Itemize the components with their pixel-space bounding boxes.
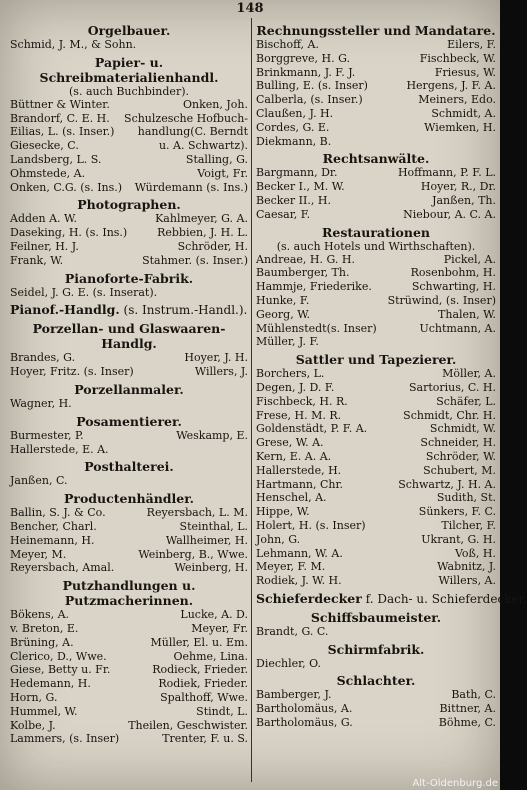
- entry-name: [492, 335, 496, 349]
- entry-name: Andreae, H. G. H.: [256, 252, 355, 266]
- entry-row: [10, 38, 248, 52]
- section-heading: Rechtsanwälte.: [322, 151, 430, 167]
- entry-row: [256, 266, 496, 280]
- entry-name: Steinthal, L.: [179, 519, 248, 533]
- entry-row: [10, 139, 248, 153]
- entry-name: [244, 443, 248, 457]
- entry-name: Hoyer, R., Dr.: [420, 180, 496, 194]
- entry-row: [10, 240, 248, 254]
- section-heading: Orgelbauer.: [87, 23, 171, 38]
- entry-row: [10, 548, 248, 562]
- entry-name: Hallerstede, E. A.: [10, 442, 109, 456]
- entry-name: Oehme, Lina.: [173, 649, 248, 663]
- entry-name: Schmidt, A.: [431, 106, 496, 120]
- entry-row: [10, 534, 248, 548]
- entry-name: Janßen, C.: [10, 474, 68, 488]
- entry-name: Hoyer, J. H.: [184, 351, 248, 365]
- entry-name: Onken, C.G. (s. Ins.): [10, 180, 123, 194]
- section-heading: Schlachter.: [336, 673, 416, 689]
- entry-name: Heinemann, H.: [10, 533, 95, 547]
- entry-name: Rodieck, Frieder.: [152, 663, 248, 677]
- entry-row: [10, 181, 248, 195]
- section-heading: Productenhändler.: [63, 491, 195, 507]
- entry-name: Eilias, L. (s. Inser.): [10, 125, 115, 139]
- entry-name: Hoffmann, P. F. L.: [397, 166, 496, 180]
- entry-name: Holert, H. (s. Inser): [256, 518, 366, 532]
- entry-name: Schneider, H.: [420, 436, 496, 450]
- entry-row: [10, 226, 248, 240]
- section-heading: Pianoforte-Fabrik.: [64, 270, 194, 286]
- entry-name: Lucke, A. D.: [180, 608, 248, 622]
- entry-row: [256, 702, 496, 716]
- entry-row: [10, 254, 248, 268]
- entry-name: Giese, Betty u. Fr.: [10, 663, 111, 677]
- entry-name: Trenter, F. u. S.: [162, 732, 248, 746]
- entry-row: [256, 194, 496, 208]
- entry-row: [10, 622, 248, 636]
- entry-name: handlung(C. Berndt: [137, 125, 248, 139]
- entry-row: [256, 121, 496, 135]
- entry-row: [256, 574, 496, 588]
- section-note: (s. auch Buchbinder).: [69, 84, 189, 98]
- entry-name: Meiners, Edo.: [418, 93, 496, 107]
- entry-name: Thalen, W.: [438, 307, 496, 321]
- entry-name: Ohmstede, A.: [10, 166, 86, 180]
- entry-name: Theilen, Geschwister.: [128, 718, 248, 732]
- entry-name: Bartholomäus, A.: [256, 702, 353, 716]
- entry-name: Rodiek, Frieder.: [158, 677, 248, 691]
- entry-name: Degen, J. D. F.: [256, 380, 335, 394]
- entry-row: [10, 520, 248, 534]
- entry-name: Seidel, J. G. E. (s. Inserat).: [10, 285, 158, 299]
- entry-name: Ballin, S. J. & Co.: [10, 506, 106, 520]
- entry-name: Cordes, G. E.: [256, 120, 330, 134]
- entry-name: Lammers, (s. Inser): [10, 732, 120, 746]
- left-column: [10, 20, 248, 782]
- entry-name: Sartorius, C. H.: [408, 380, 496, 394]
- entry-row: [10, 397, 248, 411]
- entry-row: [256, 395, 496, 409]
- entry-row: [10, 691, 248, 705]
- entry-name: Schulzesche Hofbuch-: [124, 111, 248, 125]
- entry-name: Schröder, W.: [425, 449, 496, 463]
- entry-name: Becker I., M. W.: [256, 180, 345, 194]
- entry-name: [492, 135, 496, 149]
- section-heading: Papier- u. Schreibmaterialienhandl.: [39, 54, 219, 85]
- entry-name: Onken, Joh.: [183, 97, 248, 111]
- entry-name: John, G.: [256, 532, 301, 546]
- entry-name: Bulling, E. (s. Inser): [256, 79, 368, 93]
- entry-row: [256, 450, 496, 464]
- entry-name: Eilers, F.: [447, 38, 496, 51]
- entry-name: Bencher, Charl.: [10, 519, 97, 533]
- entry-name: v. Breton, E.: [10, 621, 79, 635]
- entry-name: Schröder, H.: [177, 239, 248, 253]
- entry-name: Uchtmann, A.: [419, 321, 496, 335]
- entry-name: Willers, A.: [438, 574, 496, 588]
- entry-row: [256, 253, 496, 267]
- section-heading: Posamentierer.: [76, 413, 182, 429]
- entry-name: Sudith, St.: [436, 491, 496, 505]
- entry-row: [256, 381, 496, 395]
- entry-row: [256, 716, 496, 730]
- entry-name: Rosenbohm, H.: [410, 266, 496, 280]
- entry-text: f. Dach- u. Schieferdecker.: [361, 591, 527, 606]
- entry-row: [256, 422, 496, 436]
- entry-name: Voigt, Fr.: [197, 166, 248, 180]
- entry-name: Hoyer, Fritz. (s. Inser): [10, 365, 134, 379]
- entry-name: Spalthoff, Wwe.: [160, 690, 248, 704]
- entry-row: [10, 705, 248, 719]
- entry-name: Niebour, A. C. A.: [403, 207, 496, 221]
- entry-name: Wallheimer, H.: [165, 533, 248, 547]
- entry-row: [256, 464, 496, 478]
- entry-name: Daseking, H. (s. Ins.): [10, 226, 128, 240]
- entry-row: [10, 365, 248, 379]
- entry-name: Kern, E. A. A.: [256, 449, 332, 463]
- entry-name: Wagner, H.: [10, 396, 72, 410]
- entry-name: Bamberger, J.: [256, 688, 332, 702]
- entry-name: Schmid, J. M., & Sohn.: [10, 38, 137, 51]
- entry-name: Rodiek, J. W. H.: [256, 574, 342, 588]
- entry-name: Rebbien, J. H. L.: [157, 226, 248, 240]
- entry-row: [10, 636, 248, 650]
- entry-name: u. A. Schwartz).: [158, 139, 248, 153]
- entry-row: [10, 351, 248, 365]
- entry-row: [10, 650, 248, 664]
- entry-row: [10, 98, 248, 112]
- entry-name: Hallerstede, H.: [256, 463, 342, 477]
- entry-row: [256, 436, 496, 450]
- entry-name: Hammje, Friederike.: [256, 280, 372, 294]
- entry-name: Strüwind, (s. Inser): [387, 293, 496, 307]
- entry-name: Lehmann, W. A.: [256, 546, 343, 560]
- entry-name: Sünkers, F. C.: [418, 505, 496, 519]
- entry-name: Hummel, W.: [10, 704, 78, 718]
- entry-name: Meyer, Fr.: [191, 621, 248, 635]
- entry-name: Pickel, A.: [443, 252, 496, 266]
- entry-row: [256, 52, 496, 66]
- entry-row: [256, 208, 496, 222]
- entry-name: Adden A. W.: [10, 212, 77, 226]
- entry-name: Bath, C.: [451, 688, 496, 702]
- entry-name: Bargmann, Dr.: [256, 166, 338, 180]
- entry-row: [256, 93, 496, 107]
- entry-name: Hunke, F.: [256, 293, 310, 307]
- entry-row: [10, 608, 248, 622]
- entry-row: [10, 677, 248, 691]
- entry-name: Frank, W.: [10, 253, 64, 267]
- entry-name: Hippe, W.: [256, 505, 310, 519]
- entry-row: [256, 107, 496, 121]
- section-heading: Schiffsbaumeister.: [310, 609, 442, 625]
- entry-name: Diekmann, B.: [256, 134, 332, 148]
- section-heading: Rechnungssteller und Mandatare.: [256, 23, 496, 38]
- entry-name: Burmester, P.: [10, 428, 84, 442]
- section-heading: Porzellanmaler.: [74, 381, 184, 397]
- entry-name: [244, 38, 248, 52]
- entry-row: [256, 294, 496, 308]
- entry-row: [256, 491, 496, 505]
- entry-name: Fischbeck, H. R.: [256, 394, 348, 408]
- entry-row: [10, 286, 248, 300]
- entry-name: Schubert, M.: [423, 463, 496, 477]
- entry-name: Diechler, O.: [256, 656, 322, 670]
- entry-row: [256, 335, 496, 349]
- entry-row: [10, 429, 248, 443]
- entry-name: Mühlenstedt(s. Inser): [256, 321, 377, 335]
- section-heading: Schirmfabrik.: [327, 641, 425, 657]
- entry-name: Giesecke, C.: [10, 139, 79, 153]
- entry-name: Stalling, G.: [185, 152, 248, 166]
- entry-row: [256, 367, 496, 381]
- section-heading: Sattler und Tapezierer.: [295, 352, 457, 368]
- entry-name: Weinberg, B., Wwe.: [138, 547, 248, 561]
- entry-row: [256, 547, 496, 561]
- entry-row: [10, 125, 248, 139]
- entry-name: Willers, J.: [194, 365, 248, 379]
- entry-name: Landsberg, L. S.: [10, 152, 102, 166]
- entry-name: Grese, W. A.: [256, 436, 324, 450]
- entry-name: Hartmann, Chr.: [256, 477, 344, 491]
- entry-row: [256, 308, 496, 322]
- entry-name: Schäfer, L.: [436, 394, 496, 408]
- entry-name: [244, 397, 248, 411]
- entry-name: Bittner, A.: [439, 702, 496, 716]
- entry-name: Reyersbach, L. M.: [146, 506, 248, 520]
- entry-row: [256, 180, 496, 194]
- section-heading: Posthalterei.: [84, 459, 174, 475]
- entry-name: Bökens, A.: [10, 608, 70, 622]
- column-divider: [251, 18, 252, 782]
- entry-row: [256, 533, 496, 547]
- entry-name: Bischoff, A.: [256, 38, 319, 51]
- entry-name: Brandt, G. C.: [256, 624, 329, 638]
- entry-name: Frese, H. M. R.: [256, 408, 342, 422]
- entry-row: [256, 519, 496, 533]
- entry-name: [492, 625, 496, 639]
- entry-name: Brandorf, C. E. H.: [10, 111, 110, 125]
- entry-row: [256, 657, 496, 671]
- entry-row: [10, 474, 248, 488]
- entry-name: Feilner, H. J.: [10, 239, 79, 253]
- page-number: 148: [236, 1, 264, 16]
- entry-row: [256, 560, 496, 574]
- entry-row: [10, 167, 248, 181]
- entry-name: Janßen, Th.: [432, 193, 496, 207]
- section-heading: Porzellan- und Glaswaaren-Handlg.: [32, 321, 226, 352]
- entry-name: Becker II., H.: [256, 193, 331, 207]
- entry-name: [244, 286, 248, 300]
- inline-entry: [10, 302, 248, 318]
- entry-row: [256, 688, 496, 702]
- entry-row: [256, 505, 496, 519]
- entry-row: [10, 153, 248, 167]
- entry-name: Böhme, C.: [438, 716, 496, 730]
- section-heading: Restaurationen: [321, 224, 430, 240]
- entry-name: Müller, J. F.: [256, 335, 319, 349]
- entry-name: Goldenstädt, P. F. A.: [256, 422, 368, 436]
- entry-name: Calberla, (s. Inser.): [256, 93, 363, 107]
- entry-name: Ukrant, G. H.: [421, 532, 496, 546]
- entry-name: Weskamp, E.: [176, 428, 248, 442]
- entry-name: Stindt, L.: [196, 704, 248, 718]
- entry-name: Friesus, W.: [434, 65, 496, 79]
- entry-name: Horn, G.: [10, 690, 58, 704]
- entry-row: [256, 478, 496, 492]
- entry-name: Schmidt, W.: [429, 422, 496, 436]
- entry-name: Brandes, G.: [10, 351, 76, 365]
- entry-name: Möller, A.: [442, 367, 496, 381]
- entry-name: Schmidt, Chr. H.: [403, 408, 496, 422]
- entry-name: Stahmer. (s. Inser.): [142, 253, 248, 267]
- entry-name: Georg, W.: [256, 307, 311, 321]
- entry-row: [256, 166, 496, 180]
- entry-row: [256, 280, 496, 294]
- entry-name: Wabnitz, J.: [437, 560, 496, 574]
- entry-row: [10, 719, 248, 733]
- entry-name: Schwartz, J. H. A.: [398, 477, 496, 491]
- entry-name: Schwarting, H.: [411, 280, 496, 294]
- entry-name: Voß, H.: [455, 546, 496, 560]
- entry-name: Claußen, J. H.: [256, 106, 334, 120]
- entry-name: Henschel, A.: [256, 491, 327, 505]
- entry-name: Brüning, A.: [10, 635, 74, 649]
- section-note: (s. auch Hotels und Wirthschaften).: [276, 239, 476, 253]
- entry-name: Bartholomäus, G.: [256, 716, 353, 730]
- entry-name: Borggreve, H. G.: [256, 51, 351, 65]
- section-heading: Putzhandlungen u. Putzmacherinnen.: [62, 578, 196, 609]
- entry-name: Caesar, F.: [256, 207, 311, 221]
- entry-name: Hedemann, H.: [10, 677, 91, 691]
- entry-name: Clerico, D., Wwe.: [10, 649, 107, 663]
- entry-name: Kahlmeyer, G. A.: [155, 212, 248, 226]
- entry-row: [10, 212, 248, 226]
- section-heading: Schieferdecker: [256, 590, 362, 606]
- entry-name: Büttner & Winter.: [10, 97, 110, 111]
- section-heading: Photographen.: [77, 197, 181, 213]
- entry-name: Brinkmann, J. F. J.: [256, 65, 356, 79]
- entry-row: [10, 443, 248, 457]
- entry-name: Meyer, M.: [10, 547, 67, 561]
- entry-name: Tilcher, F.: [441, 518, 496, 532]
- entry-name: Weinberg, H.: [174, 561, 248, 575]
- entry-row: [10, 561, 248, 575]
- inline-entry: [256, 590, 527, 607]
- entry-row: [10, 112, 248, 126]
- entry-name: Fischbeck, W.: [419, 51, 496, 65]
- entry-row: [10, 732, 248, 746]
- entry-row: [10, 663, 248, 677]
- entry-name: Würdemann (s. Ins.): [134, 180, 248, 194]
- entry-name: Kolbe, J.: [10, 718, 56, 732]
- entry-row: [256, 322, 496, 336]
- section-heading: Pianof.-Handlg.: [10, 302, 120, 318]
- entry-name: Baumberger, Th.: [256, 266, 350, 280]
- entry-row: [256, 625, 496, 639]
- entry-row: [256, 409, 496, 423]
- entry-name: [244, 474, 248, 488]
- entry-name: Borchers, L.: [256, 367, 325, 381]
- entry-row: [10, 506, 248, 520]
- entry-name: [492, 657, 496, 671]
- entry-name: Hergens, J. F. A.: [406, 79, 496, 93]
- right-column: [256, 20, 527, 782]
- watermark: Alt-Oldenburg.de: [412, 778, 498, 789]
- entry-row: [256, 38, 496, 52]
- entry-row: [256, 135, 496, 149]
- entry-name: Wiemken, H.: [424, 120, 496, 134]
- entry-name: Müller, El. u. Em.: [150, 635, 248, 649]
- entry-text: (s. Instrum.-Handl.).: [119, 303, 248, 318]
- entry-name: Meyer, F. M.: [256, 560, 326, 574]
- entry-name: Reyersbach, Amal.: [10, 561, 115, 575]
- entry-row: [256, 66, 496, 80]
- entry-row: [256, 79, 496, 93]
